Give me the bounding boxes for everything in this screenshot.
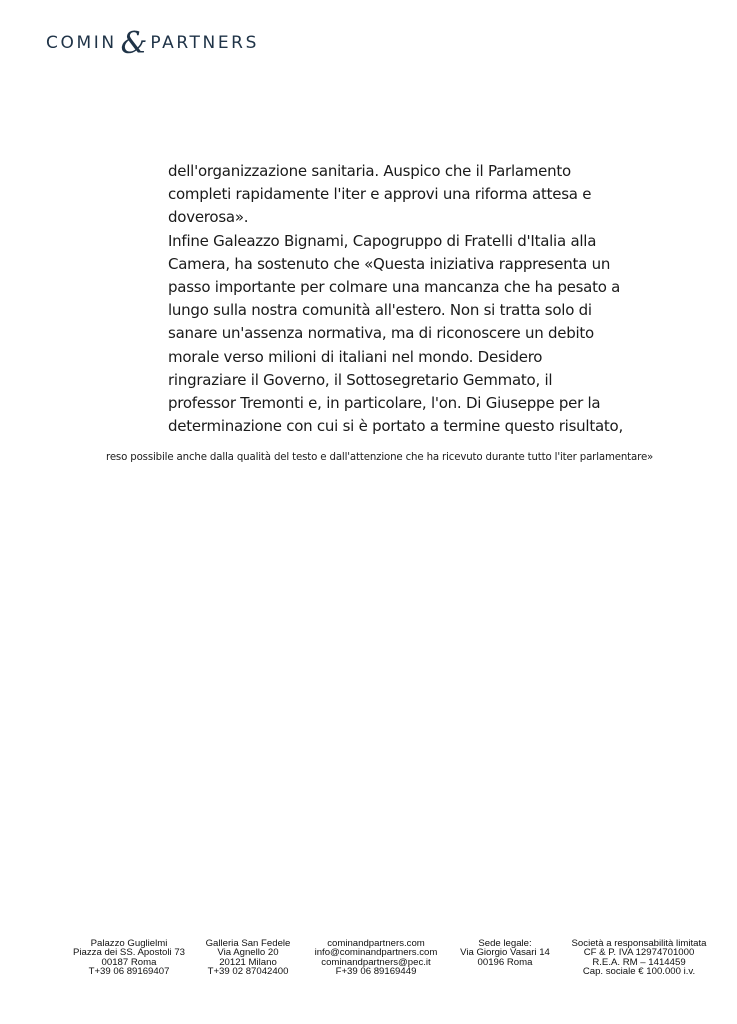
body-line: passo importante per colmare una mancanza che ha pesato a [168,277,621,296]
body-line: morale verso milioni di italiani nel mondo. Desidero [168,347,543,366]
page-footer [0,939,737,979]
logo-word-right: PARTNERS [150,33,259,53]
logo-word-left: COMIN [46,33,117,53]
body-line: professor Tremonti e, in particolare, l'on. Di Giuseppe per la [168,393,601,412]
footer-pec: cominandpartners@pec.it [321,956,431,968]
company-logo [46,26,259,61]
footer-text: Via Agnello 20 [217,947,279,959]
footer-text: R.E.A. RM – 1414459 [592,956,686,968]
footer-text: Palazzo Guglielmi [90,938,168,949]
body-line: dell'organizzazione sanitaria. Auspico che il Parlamento [168,162,571,180]
footer-text: CF & P. IVA 12974701000 [583,947,695,959]
body-line: lungo sulla nostra comunità all'estero. Non si tratta solo di [168,301,592,320]
footer-milan-office [196,939,300,977]
footer-text: 20121 Milano [219,956,277,968]
footer-text: T+39 06 89169407 [88,966,170,978]
body-line: completi rapidamente l'iter e approvi una riforma attesa e [168,185,592,204]
footer-text: Cap. sociale € 100.000 i.v. [582,966,696,978]
footer-text: Società a responsabilità limitata [571,938,707,949]
footer-fax: F+39 06 89169449 [335,966,417,978]
footer-text: Via Giorgio Vasari 14 [460,947,550,959]
footer-text: Galleria San Fedele [205,938,291,949]
body-line: doverosa». [168,208,249,227]
footer-website: cominandpartners.com [327,938,425,949]
logo-ampersand: & [120,26,148,61]
body-line: Infine Galeazzo Bignami, Capogruppo di Fratelli d'Italia alla [168,231,597,250]
footer-text: Sede legale: [478,938,532,949]
footer-text: T+39 02 87042400 [207,966,289,978]
footer-text: 00196 Roma [477,956,533,968]
footer-legal-seat [455,939,555,967]
body-line: ringraziare il Governo, il Sottosegretario Gemmato, il [168,370,553,389]
footer-email: info@cominandpartners.com [314,947,438,959]
footer-text: Piazza dei SS. Apostoli 73 [73,947,185,959]
footer-rome-office [68,939,190,977]
footer-contacts [308,939,444,977]
footer-text: 00187 Roma [101,956,157,968]
body-line: determinazione con cui si è portato a termine questo risultato, [168,417,623,436]
closing-quote-line: reso possibile anche dalla qualità del testo e dall'attenzione che ha ricevuto durante tutto l'iter parlamentare» [106,452,654,463]
footer-company-info [564,939,714,977]
body-line: Camera, ha sostenuto che «Questa iniziativa rappresenta un [168,254,611,273]
body-line: sanare un'assenza normativa, ma di riconoscere un debito [168,324,594,343]
body-text [168,160,623,438]
